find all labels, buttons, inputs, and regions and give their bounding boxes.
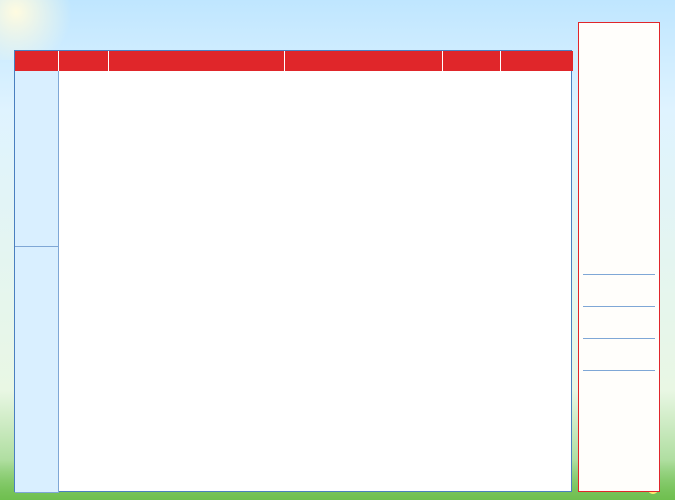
header-object — [109, 51, 285, 71]
header-standard — [285, 51, 443, 71]
category-college — [15, 247, 59, 493]
policy-table — [14, 50, 572, 492]
student-name-field[interactable] — [583, 327, 655, 339]
receipt-form — [578, 22, 660, 492]
header-category — [15, 51, 59, 71]
policy-grid — [15, 51, 571, 491]
school-name-field[interactable] — [583, 263, 655, 275]
header-project — [59, 51, 109, 71]
class-field[interactable] — [583, 295, 655, 307]
signature-field[interactable] — [583, 359, 655, 371]
header-dept — [501, 51, 573, 71]
page-title — [0, 6, 675, 44]
header-form — [443, 51, 501, 71]
category-high-school — [15, 71, 59, 247]
